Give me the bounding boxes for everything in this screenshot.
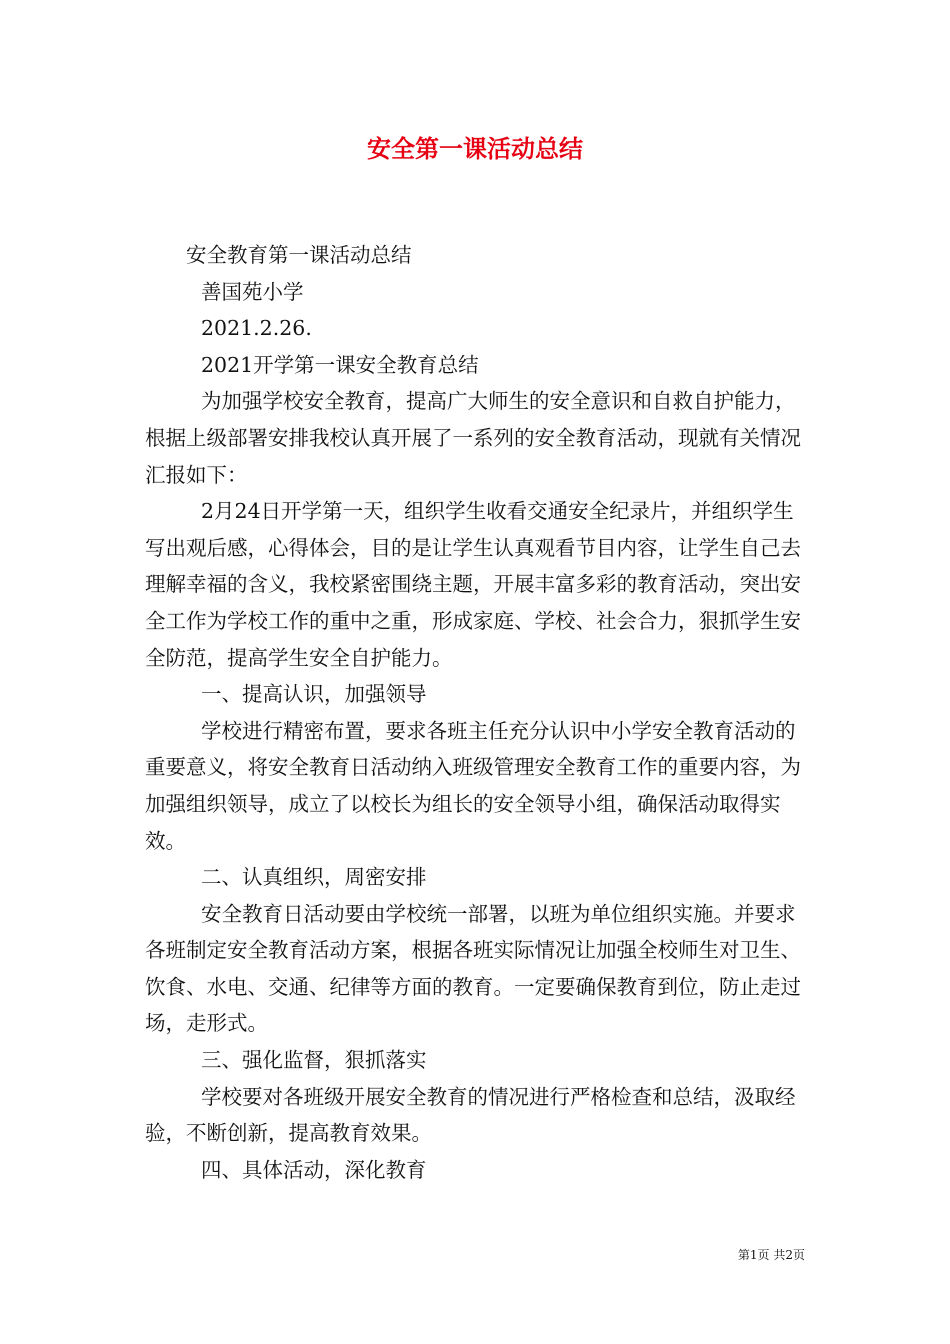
paragraph-date: 2021.2.26. <box>201 316 312 341</box>
page-number: 第1页 共2页 <box>737 1248 805 1262</box>
paragraph-intro: 为加强学校安全教育，提高广大师生的安全意识和自救自护能力，根据上级部署安排我校认真开展了一系列的安全教育活动，现就有关情况汇报如下： <box>145 389 801 487</box>
paragraph-section-1: 学校进行精密布置，要求各班主任充分认识中小学安全教育活动的重要意义，将安全教育日活动纳入班级管理安全教育工作的重要内容，为加强组织领导，成立了以校长为组长的安全领导小组，确保活动取得实效。 <box>145 718 801 853</box>
paragraph-first-day: 2月24日开学第一天，组织学生收看交通安全纪录片，并组织学生写出观后感，心得体会，目的是让学生认真观看节目内容，让学生自己去理解幸福的含义，我校紧密围绕主题，开展丰富多彩的教育活动，突出安全工作为学校工作的重中之重，形成家庭、学校、社会合力，狠抓学生安全防范，提高学生安全自护能力。 <box>145 499 801 670</box>
paragraph-section-2: 安全教育日活动要由学校统一部署，以班为单位组织实施。并要求各班制定安全教育活动方案，根据各班实际情况让加强全校师生对卫生、饮食、水电、交通、纪律等方面的教育。一定要确保教育到位，防止走过场，走形式。 <box>145 901 801 1036</box>
paragraph-section-3: 学校要对各班级开展安全教育的情况进行严格检查和总结，汲取经验，不断创新，提高教育效果。 <box>145 1084 796 1146</box>
section-heading-2: 二、认真组织，周密安排 <box>201 865 427 890</box>
section-heading-1: 一、提高认识，加强领导 <box>201 682 427 707</box>
section-heading-4: 四、具体活动，深化教育 <box>201 1157 427 1182</box>
document-body <box>145 237 810 1188</box>
paragraph-heading: 2021开学第一课安全教育总结 <box>201 352 479 377</box>
document-title: 安全第一课活动总结 <box>367 135 583 163</box>
section-heading-3: 三、强化监督，狠抓落实 <box>201 1048 427 1073</box>
paragraph-subtitle: 安全教育第一课活动总结 <box>186 243 412 267</box>
paragraph-school: 善国苑小学 <box>201 279 304 304</box>
